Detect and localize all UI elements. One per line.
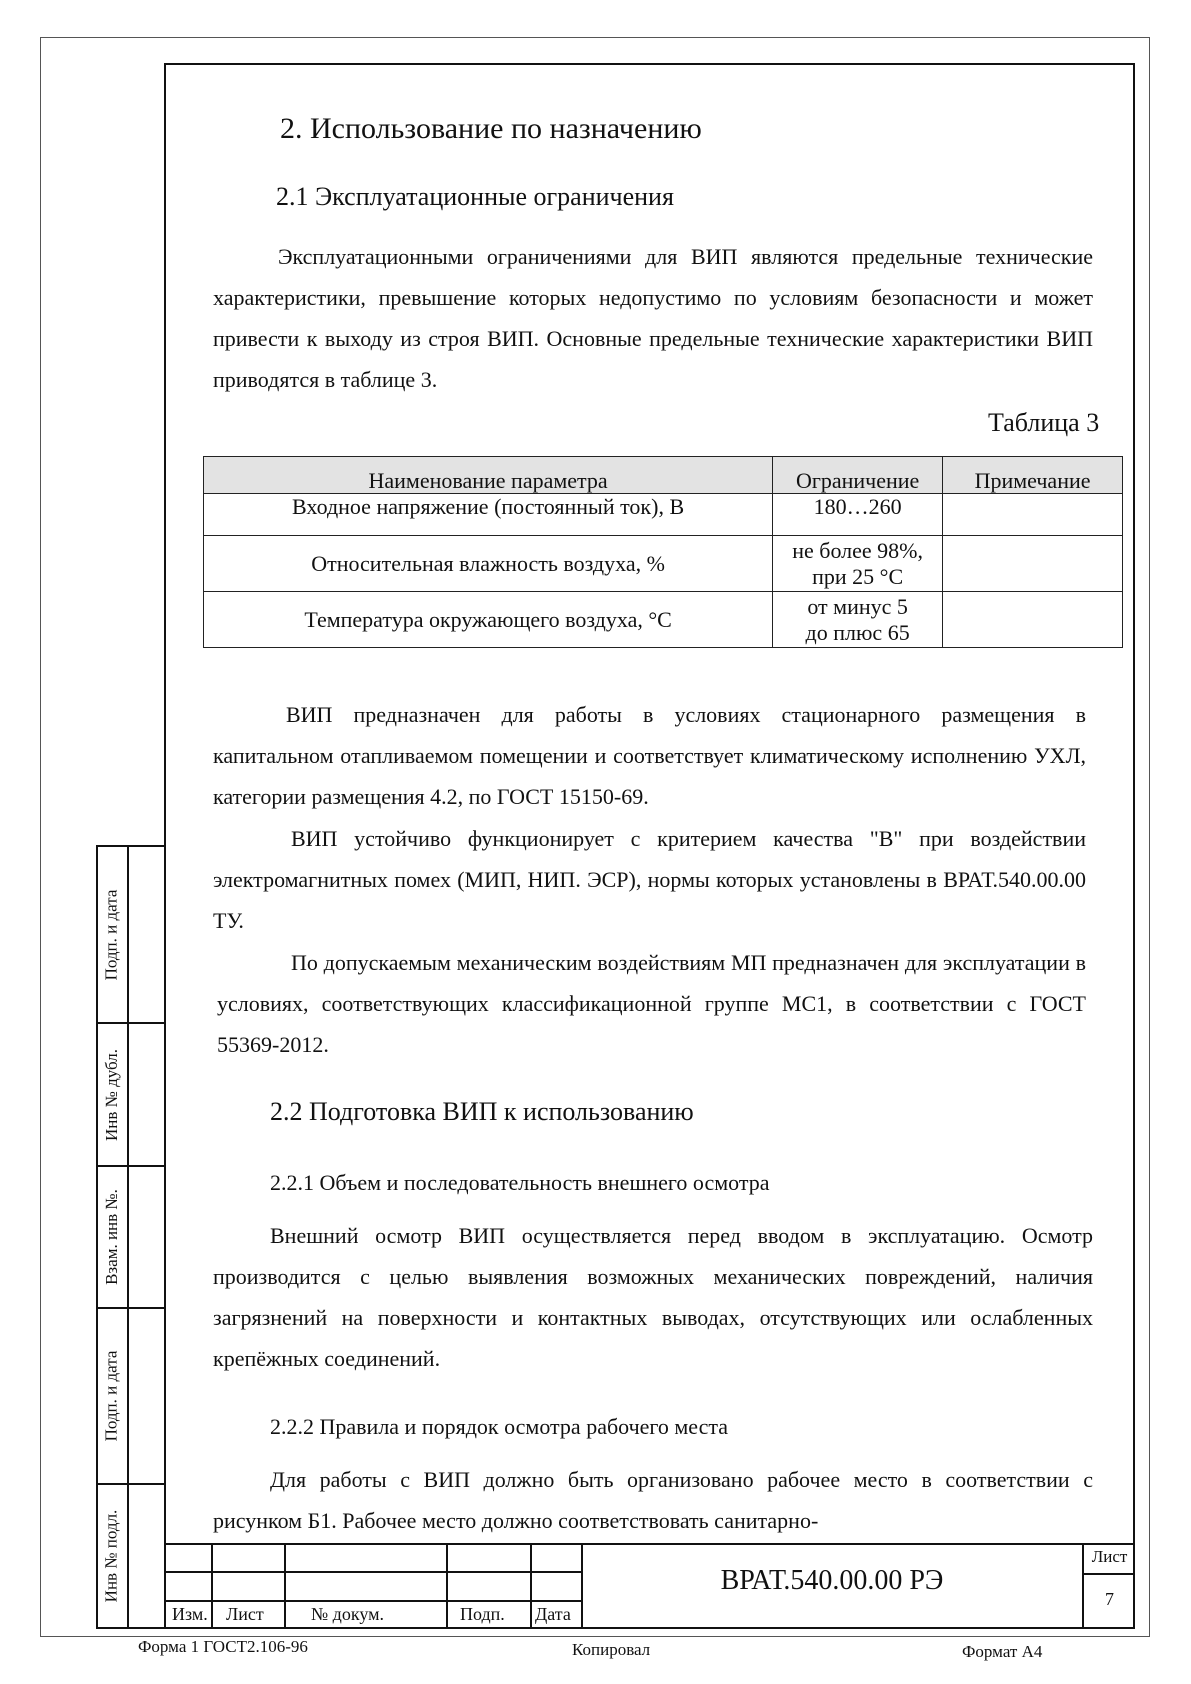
table-caption: Таблица 3 bbox=[988, 408, 1100, 437]
side-label-sign-date-2: Подп. и дата bbox=[101, 1350, 121, 1442]
subsubsection-title-2-2-2: 2.2.2 Правила и порядок осмотра рабочего места bbox=[270, 1414, 729, 1439]
table-row bbox=[204, 536, 1123, 592]
title-block-row-line bbox=[164, 1600, 581, 1602]
limits-table bbox=[203, 456, 1123, 648]
col-label-izm: Изм. bbox=[172, 1604, 208, 1624]
table-header-cell: Примечание bbox=[943, 457, 1123, 494]
title-block-col-line bbox=[284, 1543, 286, 1629]
footer-format: Формат А4 bbox=[962, 1642, 1043, 1661]
table-cell-name: Относительная влажность воздуха, % bbox=[204, 536, 773, 592]
title-block-col-line bbox=[211, 1543, 213, 1629]
paragraph-emc: ВИП устойчиво функционирует с критерием качества "В" при воздействии электромагнитных помех (МИП, НИП. ЭСР), нормы которых установлены в ВРАТ.540.00.00 ТУ. bbox=[213, 826, 1086, 933]
sheet-label: Лист bbox=[1091, 1547, 1128, 1566]
table-header-cell: Наименование параметра bbox=[204, 457, 773, 494]
table-cell-note bbox=[943, 536, 1123, 592]
side-strip-divider bbox=[127, 845, 129, 1629]
limit-line: не более 98%, bbox=[792, 537, 924, 563]
table-cell-name: Температура окружающего воздуха, °С bbox=[204, 592, 773, 648]
table-cell-limit bbox=[773, 536, 943, 592]
paragraph-placement: ВИП предназначен для работы в условиях стационарного размещения в капитальном отапливаемом помещении и соответствует климатическому исполнению УХЛ, категории размещения 4.2, по ГОСТ 15150-69. bbox=[213, 702, 1086, 809]
table-cell-name: Входное напряжение (постоянный ток), В bbox=[204, 494, 773, 536]
col-label-doc: № докум. bbox=[311, 1604, 384, 1624]
table-header-row bbox=[204, 457, 1123, 494]
side-label-orig-inv: Инв № подл. bbox=[101, 1509, 121, 1603]
paragraph-inspection: Внешний осмотр ВИП осуществляется перед вводом в эксплуатацию. Осмотр производится с целью выявления возможных механических повреждений, наличия загрязнений на поверхности и контактных выводах, отсутствующих или ослабленных крепёжных соединений. bbox=[213, 1223, 1093, 1371]
side-label-dup-inv: Инв № дубл. bbox=[101, 1048, 121, 1141]
table-row bbox=[204, 494, 1123, 536]
col-label-date: Дата bbox=[535, 1604, 571, 1624]
limit-line: 180…260 bbox=[813, 494, 902, 519]
title-block bbox=[164, 1543, 1135, 1629]
document-code: ВРАТ.540.00.00 РЭ bbox=[720, 1565, 944, 1596]
sheet-cell-line bbox=[1082, 1573, 1135, 1575]
title-block-top-line bbox=[164, 1543, 1135, 1545]
col-label-sign: Подп. bbox=[460, 1604, 505, 1624]
col-label-list: Лист bbox=[226, 1604, 264, 1624]
title-block-col-line bbox=[530, 1543, 532, 1629]
section-title: 2. Использование по назначению bbox=[280, 112, 702, 145]
table-cell-limit bbox=[773, 592, 943, 648]
table-cell-note bbox=[943, 592, 1123, 648]
table-cell-note bbox=[943, 494, 1123, 536]
footer-copied: Копировал bbox=[572, 1640, 651, 1659]
title-block-row-line bbox=[164, 1571, 581, 1573]
title-block-col-line bbox=[446, 1543, 448, 1629]
table-header-cell: Ограничение bbox=[773, 457, 943, 494]
sheet-number: 7 bbox=[1105, 1589, 1114, 1609]
side-label-sign-date: Подп. и дата bbox=[101, 889, 121, 980]
limit-line: от минус 5 bbox=[807, 593, 908, 619]
subsubsection-title-2-2-1: 2.2.1 Объем и последовательность внешнего осмотра bbox=[270, 1170, 770, 1195]
limit-line: до плюс 65 bbox=[805, 619, 910, 645]
table-row bbox=[204, 592, 1123, 648]
limit-line: при 25 °С bbox=[812, 563, 904, 589]
subsection-title-2-1: 2.1 Эксплуатационные ограничения bbox=[276, 182, 674, 211]
paragraph-limits: Эксплуатационными ограничениями для ВИП являются предельные технические характеристики, превышение которых недопустимо по условиям безопасности и может привести к выходу из строя ВИП. Основные предельные технические характеристики ВИП приводятся в таблице 3. bbox=[213, 244, 1093, 392]
subsection-title-2-2: 2.2 Подготовка ВИП к использованию bbox=[270, 1097, 694, 1126]
footer-form: Форма 1 ГОСТ2.106-96 bbox=[138, 1637, 308, 1656]
side-label-replace-inv: Взам. инв №. bbox=[101, 1189, 121, 1285]
table-cell-limit bbox=[773, 494, 943, 536]
paragraph-workplace: Для работы с ВИП должно быть организовано рабочее место в соответствии с рисунком Б1. Рабочее место должно соответствовать санитарно- bbox=[213, 1467, 1093, 1533]
paragraph-mechanical: По допускаемым механическим воздействиям МП предназначен для эксплуатации в условиях, соответствующих классификационной группе МС1, в соответствии с ГОСТ 55369-2012. bbox=[217, 950, 1086, 1057]
